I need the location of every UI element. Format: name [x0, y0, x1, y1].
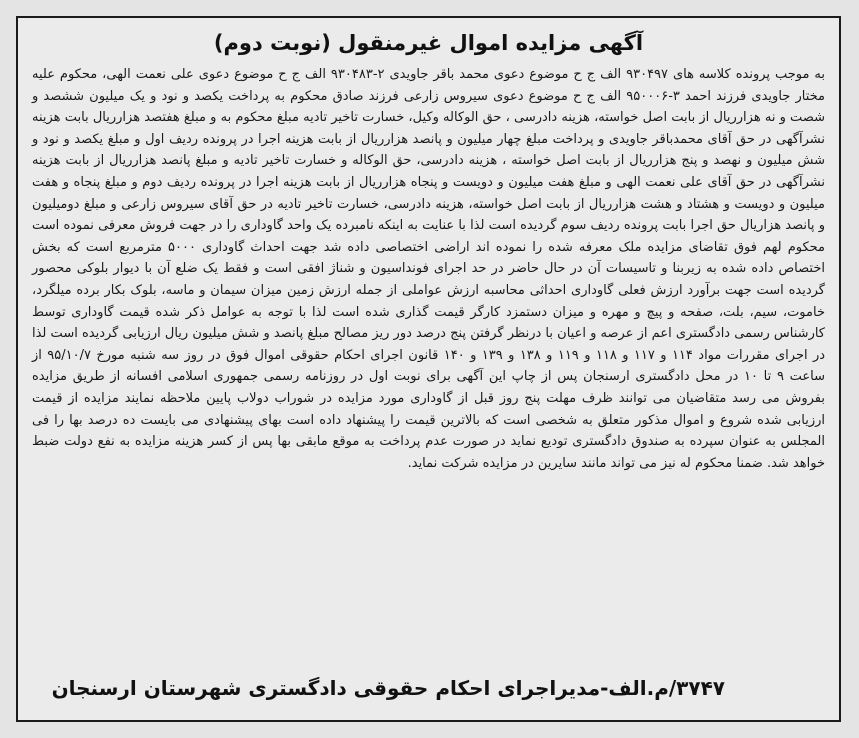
notice-title: آگهی مزایده اموال غیرمنقول (نوبت دوم) — [213, 31, 644, 55]
notice-signature: ۳۷۴۷/م.الف-مدیراجرای احکام حقوقی دادگستری شهرستان ارسنجان — [51, 676, 725, 700]
notice-body: به موجب پرونده کلاسه های ۹۳۰۴۹۷ الف ج ح موضوع دعوی محمد باقر جاویدی ۲-۹۳۰۴۸۳ الف ج ح موضوع دعوی علی نعمت الهی، محکوم علیه مختار جاویدی فرزند احمد ۳-۹۵۰۰۰۶ الف ج ح موضوع دعوی سیروس زارعی فرزند صادق محکوم به پرداخت یکصد و نود و یک میلیون ششصد و شصت و نه هزارریال از بابت اصل خواسته، هزینه دادرسی ، حق الوکاله وکیل، خسارت تاخیر تادیه مبلغ محکوم به و مبلغ هفتصد هزارریال بابت هزینه نشرآگهی در حق آقای محمدباقر جاویدی و پرداخت مبلغ چهار میلیون و پانصد هزارریال از بابت هزینه اجرا در پرونده ردیف اول و مبلغ یکصد و نود و شش میلیون و نهصد و پنج هزارریال از بابت اصل خواسته ، هزینه دادرسی، حق الوکاله و خسارت تاخیر تادیه و مبلغ پانصد هزارریال از بابت هزینه نشرآگهی در حق آقای علی نعمت الهی و مبلغ هفت میلیون و دویست و پنجاه هزارریال از بابت هزینه اجرا در پرونده ردیف دوم و مبلغ پنجاه و هفت میلیون و دویست و هشتاد و هشت هزارریال از بابت اصل خواسته، هزینه دادرسی، خسارت تاخیر تادیه در حق آقای سیروس زارعی و مبلغ دومیلیون و پانصد هزاریال حق اجرا بابت پرونده ردیف سوم گردیده است لذا با عنایت به اینکه نامبرده یک واحد گاوداری را در جهت فروش معرفی نموده است محکوم لهم فوق تقاضای مزایده ملک معرفه شده را نموده اند اراضی اختصاصی داده شد جهت احداث گاوداری ۵۰۰۰ مترمربع است که بخش اختصاص داده شده به زیربنا و تاسیسات آن در حال حاضر در حد اجرای فونداسیون و شناژ افقی است و فقط یک ضلع آن با دیوار بلوکی محصور گردیده است جهت برآورد ارزش فعلی گاوداری احداثی محاسبه ارزش عواملی از جمله ارزش زمین میزان سیمان و ماسه، بلوک بکار برده میلگرد، خاموت، سیم، بلت، صفحه و پیچ و مهره و میزان دستمزد کارگر قیمت گذاری شده است لذا با توجه به عوامل ذکر شده قیمت گاوداری توسط کارشناس رسمی دادگستری اعم از عرصه و اعیان با درنظر گرفتن پنج درصد دور ریز مصالح مبلغ پانصد و شش میلیون ریال ارزیابی گردیده است لذا در اجرای مقررات مواد ۱۱۴ و ۱۱۷ و ۱۱۸ و ۱۱۹ و ۱۳۸ و ۱۳۹ و ۱۴۰ قانون اجرای احکام حقوقی اموال فوق در روز سه شنبه مورخ ۹۵/۱۰/۷ از ساعت ۹ تا ۱۰ در محل دادگستری ارسنجان پس از چاپ این آگهی برای نوبت اول در روزنامه رسمی جمهوری اسلامی افسانه از طریق مزایده بفروش می رسد متقاضیان می توانند ظرف مهلت پنج روز قبل از گاوداری مورد مزایده در شوراب دولاب پایین ملاحظه نمایند مزایده از قیمت ارزیابی شده شروع و اموال مذکور متعلق به شخصی است که بالاترین قیمت را پیشنهاد داده است بهای پیشنهادی می بایست ده درصد بها را فی المجلس به عنوان سپرده به صندوق دادگستری تودیع نماید در صورت عدم پرداخت به موقع مابقی بها پس از کسر هزینه مزایده به نفع دولت ضبط خواهد شد. ضمنا محکوم له نیز می تواند مانند سایرین در مزایده شرکت نماید. — [32, 67, 826, 471]
notice-box — [16, 16, 841, 722]
